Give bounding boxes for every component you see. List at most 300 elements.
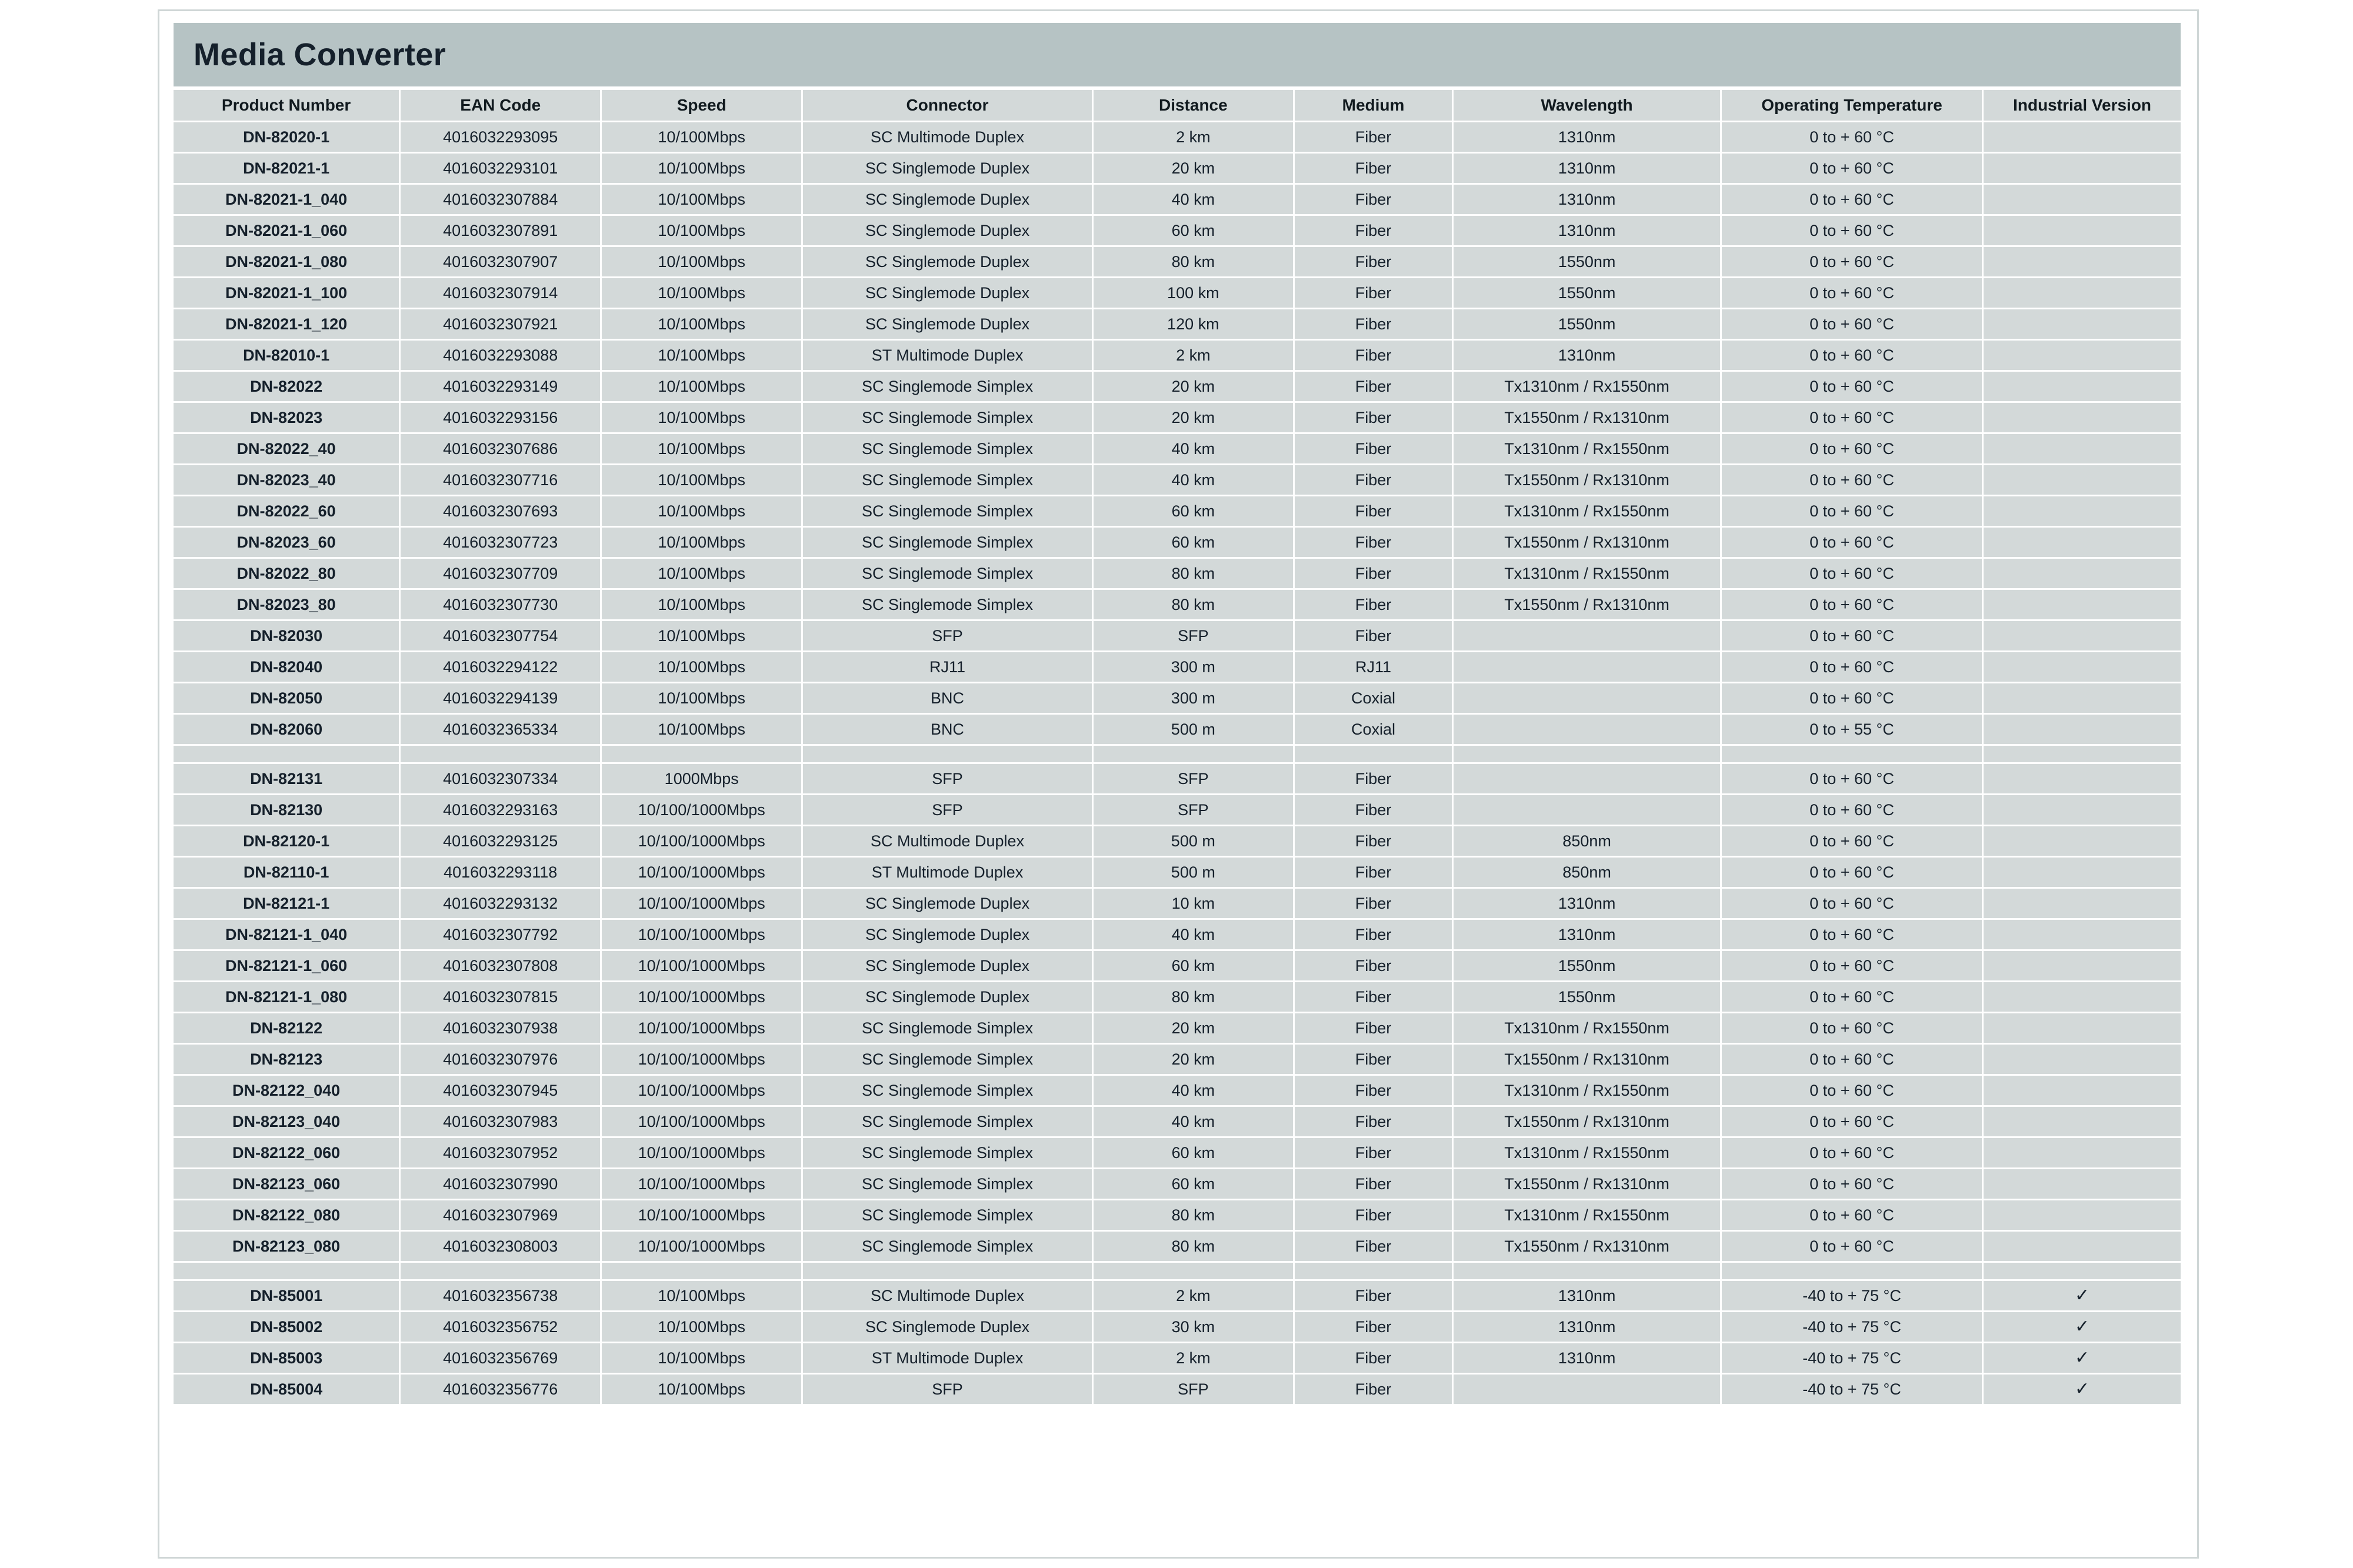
table-row xyxy=(174,920,2181,949)
table-cell: Fiber xyxy=(1295,1232,1452,1261)
table-cell: 1550nm xyxy=(1454,278,1720,308)
table-cell: 20 km xyxy=(1094,154,1293,183)
table-cell: SC Multimode Duplex xyxy=(803,1281,1092,1310)
table-cell: Fiber xyxy=(1295,889,1452,918)
table-row xyxy=(174,764,2181,793)
table-cell: 80 km xyxy=(1094,247,1293,276)
table-cell: -40 to + 75 °C xyxy=(1722,1374,1982,1404)
table-cell: 4016032293118 xyxy=(401,858,600,887)
column-header: Industrial Version xyxy=(1984,90,2181,121)
table-cell xyxy=(1984,1169,2181,1199)
table-cell: RJ11 xyxy=(803,652,1092,682)
table-cell: 4016032293163 xyxy=(401,795,600,825)
table-cell: 500 m xyxy=(1094,715,1293,744)
table-row xyxy=(174,683,2181,713)
table-cell: 10/100Mbps xyxy=(602,247,801,276)
table-cell: 1310nm xyxy=(1454,185,1720,214)
table-cell xyxy=(1984,652,2181,682)
table-cell xyxy=(1984,434,2181,463)
table-cell: Fiber xyxy=(1295,528,1452,557)
table-cell: 0 to + 60 °C xyxy=(1722,1045,1982,1074)
spacer-cell xyxy=(602,746,801,762)
table-cell: 10/100Mbps xyxy=(602,1281,801,1310)
table-cell: 0 to + 60 °C xyxy=(1722,1107,1982,1136)
table-cell: Fiber xyxy=(1295,372,1452,401)
table-cell: 4016032356769 xyxy=(401,1343,600,1373)
table-cell: SC Singlemode Simplex xyxy=(803,1169,1092,1199)
table-cell: 20 km xyxy=(1094,1013,1293,1043)
table-cell: Tx1310nm / Rx1550nm xyxy=(1454,559,1720,588)
table-cell: 10/100Mbps xyxy=(602,715,801,744)
table-cell: 10/100Mbps xyxy=(602,496,801,526)
column-header: Distance xyxy=(1094,90,1293,121)
table-row xyxy=(174,1045,2181,1074)
table-cell: SFP xyxy=(803,621,1092,650)
table-cell: DN-82022_60 xyxy=(174,496,399,526)
column-header: Medium xyxy=(1295,90,1452,121)
table-cell: 1310nm xyxy=(1454,1281,1720,1310)
table-cell: 60 km xyxy=(1094,951,1293,980)
table-cell: SC Singlemode Duplex xyxy=(803,247,1092,276)
table-row xyxy=(174,1107,2181,1136)
table-cell: 1310nm xyxy=(1454,216,1720,245)
table-cell: Fiber xyxy=(1295,496,1452,526)
table-cell: Fiber xyxy=(1295,1045,1452,1074)
table-row xyxy=(174,795,2181,825)
spacer-cell xyxy=(803,1263,1092,1279)
table-cell: DN-82023_40 xyxy=(174,465,399,495)
table-cell: SC Singlemode Simplex xyxy=(803,496,1092,526)
table-cell: 0 to + 60 °C xyxy=(1722,1200,1982,1230)
table-cell: 4016032307884 xyxy=(401,185,600,214)
table-cell: 10/100Mbps xyxy=(602,465,801,495)
table-cell xyxy=(1984,465,2181,495)
table-cell xyxy=(1984,683,2181,713)
table-cell: Fiber xyxy=(1295,247,1452,276)
table-row xyxy=(174,889,2181,918)
table-cell: DN-82122_080 xyxy=(174,1200,399,1230)
table-cell: 0 to + 60 °C xyxy=(1722,1076,1982,1105)
table-cell xyxy=(1984,528,2181,557)
table-cell: 10/100Mbps xyxy=(602,341,801,370)
table-cell: DN-82010-1 xyxy=(174,341,399,370)
table-cell xyxy=(1984,1312,2181,1342)
table-cell: SC Multimode Duplex xyxy=(803,826,1092,856)
table-cell: DN-82123 xyxy=(174,1045,399,1074)
table-cell: 4016032293125 xyxy=(401,826,600,856)
table-row xyxy=(174,278,2181,308)
table-cell: DN-82123_040 xyxy=(174,1107,399,1136)
table-cell: ST Multimode Duplex xyxy=(803,858,1092,887)
table-cell xyxy=(1984,185,2181,214)
table-cell: 10/100/1000Mbps xyxy=(602,920,801,949)
table-cell xyxy=(1984,122,2181,152)
table-row xyxy=(174,1076,2181,1105)
table-row xyxy=(174,1312,2181,1342)
table-cell: 4016032356776 xyxy=(401,1374,600,1404)
table-cell: 10/100/1000Mbps xyxy=(602,858,801,887)
table-cell: 10/100/1000Mbps xyxy=(602,982,801,1012)
table-cell: Tx1550nm / Rx1310nm xyxy=(1454,1232,1720,1261)
table-cell: SC Singlemode Simplex xyxy=(803,434,1092,463)
table-row xyxy=(174,1169,2181,1199)
table-cell: 4016032307976 xyxy=(401,1045,600,1074)
table-cell: DN-82023_80 xyxy=(174,590,399,619)
table-cell: 10/100/1000Mbps xyxy=(602,1013,801,1043)
table-cell: 0 to + 60 °C xyxy=(1722,1013,1982,1043)
table-cell: Tx1550nm / Rx1310nm xyxy=(1454,1045,1720,1074)
table-cell: SFP xyxy=(803,764,1092,793)
table-cell: 0 to + 60 °C xyxy=(1722,341,1982,370)
table-cell: 10/100Mbps xyxy=(602,434,801,463)
table-cell: 60 km xyxy=(1094,1169,1293,1199)
table-cell: 0 to + 60 °C xyxy=(1722,920,1982,949)
table-cell: DN-82021-1_040 xyxy=(174,185,399,214)
table-cell: Fiber xyxy=(1295,1076,1452,1105)
table-cell: DN-82021-1 xyxy=(174,154,399,183)
table-cell: 60 km xyxy=(1094,216,1293,245)
table-cell: 100 km xyxy=(1094,278,1293,308)
table-cell: 0 to + 60 °C xyxy=(1722,372,1982,401)
spacer-cell xyxy=(803,746,1092,762)
table-cell: 10/100/1000Mbps xyxy=(602,889,801,918)
table-cell: 20 km xyxy=(1094,403,1293,432)
table-cell: Fiber xyxy=(1295,1374,1452,1404)
table-cell xyxy=(1984,889,2181,918)
table-cell: Tx1310nm / Rx1550nm xyxy=(1454,1200,1720,1230)
table-cell: SC Singlemode Simplex xyxy=(803,590,1092,619)
table-cell: 4016032307921 xyxy=(401,309,600,339)
table-cell: 10/100Mbps xyxy=(602,185,801,214)
table-cell: Fiber xyxy=(1295,1138,1452,1167)
table-cell: 20 km xyxy=(1094,372,1293,401)
table-cell: 1550nm xyxy=(1454,982,1720,1012)
table-cell: Tx1310nm / Rx1550nm xyxy=(1454,496,1720,526)
document-title-bar xyxy=(174,23,2181,86)
table-cell: SC Singlemode Duplex xyxy=(803,1312,1092,1342)
table-row xyxy=(174,951,2181,980)
table-cell: DN-82131 xyxy=(174,764,399,793)
table-cell: DN-85004 xyxy=(174,1374,399,1404)
table-cell: 10/100Mbps xyxy=(602,559,801,588)
table-cell: SC Singlemode Simplex xyxy=(803,528,1092,557)
table-cell: 60 km xyxy=(1094,1138,1293,1167)
table-cell: Fiber xyxy=(1295,1343,1452,1373)
table-cell: 4016032294139 xyxy=(401,683,600,713)
table-cell: Tx1550nm / Rx1310nm xyxy=(1454,465,1720,495)
table-cell: 10 km xyxy=(1094,889,1293,918)
table-cell: 40 km xyxy=(1094,465,1293,495)
table-cell: SC Singlemode Simplex xyxy=(803,1045,1092,1074)
table-row xyxy=(174,496,2181,526)
table-cell: DN-82022_80 xyxy=(174,559,399,588)
table-cell: 0 to + 60 °C xyxy=(1722,465,1982,495)
table-cell: 4016032307808 xyxy=(401,951,600,980)
table-row xyxy=(174,590,2181,619)
table-cell: 4016032307792 xyxy=(401,920,600,949)
table-cell xyxy=(1984,590,2181,619)
table-cell: 1310nm xyxy=(1454,341,1720,370)
spacer-cell xyxy=(602,1263,801,1279)
table-body xyxy=(174,122,2181,1404)
table-cell: 0 to + 60 °C xyxy=(1722,559,1982,588)
table-cell: 0 to + 60 °C xyxy=(1722,434,1982,463)
table-row xyxy=(174,1343,2181,1373)
column-header: EAN Code xyxy=(401,90,600,121)
document-sheet xyxy=(158,9,2199,1559)
table-cell: 0 to + 60 °C xyxy=(1722,795,1982,825)
table-cell: 10/100Mbps xyxy=(602,528,801,557)
table-cell xyxy=(1984,1343,2181,1373)
table-row xyxy=(174,216,2181,245)
table-cell: 10/100/1000Mbps xyxy=(602,795,801,825)
table-cell: 0 to + 55 °C xyxy=(1722,715,1982,744)
table-cell: 10/100Mbps xyxy=(602,621,801,650)
table-cell xyxy=(1454,1374,1720,1404)
spacer-cell xyxy=(401,746,600,762)
table-cell: DN-85001 xyxy=(174,1281,399,1310)
table-cell: 1000Mbps xyxy=(602,764,801,793)
table-row xyxy=(174,247,2181,276)
table-row xyxy=(174,528,2181,557)
spacer-cell xyxy=(1094,1263,1293,1279)
table-cell: 4016032307709 xyxy=(401,559,600,588)
table-cell: Tx1310nm / Rx1550nm xyxy=(1454,434,1720,463)
table-cell: Fiber xyxy=(1295,122,1452,152)
table-cell: Fiber xyxy=(1295,1013,1452,1043)
table-row xyxy=(174,826,2181,856)
table-cell: 4016032293101 xyxy=(401,154,600,183)
table-cell: 4016032293156 xyxy=(401,403,600,432)
table-cell: DN-82030 xyxy=(174,621,399,650)
table-cell: Fiber xyxy=(1295,185,1452,214)
table-cell: 4016032307983 xyxy=(401,1107,600,1136)
table-cell: 1310nm xyxy=(1454,889,1720,918)
table-cell: 0 to + 60 °C xyxy=(1722,683,1982,713)
table-cell: -40 to + 75 °C xyxy=(1722,1281,1982,1310)
table-cell: DN-82122_040 xyxy=(174,1076,399,1105)
table-cell: DN-85002 xyxy=(174,1312,399,1342)
table-cell: Tx1310nm / Rx1550nm xyxy=(1454,1138,1720,1167)
table-cell xyxy=(1984,154,2181,183)
table-cell: DN-82110-1 xyxy=(174,858,399,887)
table-cell: DN-82121-1_060 xyxy=(174,951,399,980)
table-row xyxy=(174,982,2181,1012)
table-cell: 4016032307907 xyxy=(401,247,600,276)
table-cell: 40 km xyxy=(1094,1107,1293,1136)
table-cell: 4016032307938 xyxy=(401,1013,600,1043)
table-cell: Fiber xyxy=(1295,1281,1452,1310)
table-cell: 10/100Mbps xyxy=(602,122,801,152)
table-cell: SC Singlemode Simplex xyxy=(803,372,1092,401)
table-cell: 2 km xyxy=(1094,122,1293,152)
table-row xyxy=(174,185,2181,214)
table-cell: DN-82122 xyxy=(174,1013,399,1043)
table-cell: 0 to + 60 °C xyxy=(1722,278,1982,308)
table-cell: 10/100Mbps xyxy=(602,683,801,713)
table-cell: 300 m xyxy=(1094,683,1293,713)
table-cell: Tx1550nm / Rx1310nm xyxy=(1454,403,1720,432)
table-cell: SFP xyxy=(803,795,1092,825)
table-cell: SC Singlemode Simplex xyxy=(803,559,1092,588)
table-cell xyxy=(1984,715,2181,744)
table-row xyxy=(174,715,2181,744)
page-title: Media Converter xyxy=(194,37,446,72)
table-cell: 0 to + 60 °C xyxy=(1722,1169,1982,1199)
spacer-cell xyxy=(1094,746,1293,762)
table-cell: DN-82121-1 xyxy=(174,889,399,918)
table-row xyxy=(174,1138,2181,1167)
table-cell: BNC xyxy=(803,683,1092,713)
table-cell: DN-82021-1_100 xyxy=(174,278,399,308)
table-cell: ST Multimode Duplex xyxy=(803,1343,1092,1373)
table-cell xyxy=(1984,951,2181,980)
table-cell: 0 to + 60 °C xyxy=(1722,652,1982,682)
table-cell: 4016032307815 xyxy=(401,982,600,1012)
table-cell: 850nm xyxy=(1454,826,1720,856)
table-cell: Tx1310nm / Rx1550nm xyxy=(1454,1076,1720,1105)
table-cell: RJ11 xyxy=(1295,652,1452,682)
table-row xyxy=(174,341,2181,370)
table-cell: DN-82021-1_060 xyxy=(174,216,399,245)
table-cell xyxy=(1984,1374,2181,1404)
table-cell: DN-82021-1_080 xyxy=(174,247,399,276)
spacer-cell xyxy=(174,746,399,762)
table-cell: 80 km xyxy=(1094,559,1293,588)
table-cell xyxy=(1984,920,2181,949)
table-cell: 300 m xyxy=(1094,652,1293,682)
table-cell: 4016032307754 xyxy=(401,621,600,650)
table-cell: DN-82040 xyxy=(174,652,399,682)
table-cell: 0 to + 60 °C xyxy=(1722,1138,1982,1167)
table-cell: 0 to + 60 °C xyxy=(1722,309,1982,339)
table-cell: Fiber xyxy=(1295,764,1452,793)
table-cell: 10/100Mbps xyxy=(602,590,801,619)
table-cell: 4016032293088 xyxy=(401,341,600,370)
table-cell: DN-82120-1 xyxy=(174,826,399,856)
table-cell: 10/100Mbps xyxy=(602,278,801,308)
table-cell: 10/100Mbps xyxy=(602,309,801,339)
table-cell: SC Singlemode Duplex xyxy=(803,889,1092,918)
table-cell xyxy=(1984,1076,2181,1105)
table-cell: SC Singlemode Duplex xyxy=(803,216,1092,245)
table-cell xyxy=(1984,247,2181,276)
table-cell: 4016032307914 xyxy=(401,278,600,308)
table-spacer-row xyxy=(174,746,2181,762)
table-cell: 1550nm xyxy=(1454,247,1720,276)
table-cell: 0 to + 60 °C xyxy=(1722,154,1982,183)
table-cell: 0 to + 60 °C xyxy=(1722,764,1982,793)
table-cell xyxy=(1984,403,2181,432)
spacer-cell xyxy=(1295,1263,1452,1279)
table-row xyxy=(174,1200,2181,1230)
table-cell: 1310nm xyxy=(1454,1343,1720,1373)
table-row xyxy=(174,372,2181,401)
table-cell: 10/100Mbps xyxy=(602,1312,801,1342)
table-cell: 4016032307990 xyxy=(401,1169,600,1199)
table-cell: Fiber xyxy=(1295,403,1452,432)
table-cell: 2 km xyxy=(1094,1343,1293,1373)
table-cell: 0 to + 60 °C xyxy=(1722,858,1982,887)
table-cell: 10/100/1000Mbps xyxy=(602,1138,801,1167)
column-header: Wavelength xyxy=(1454,90,1720,121)
table-cell: Fiber xyxy=(1295,278,1452,308)
table-cell: SC Singlemode Duplex xyxy=(803,185,1092,214)
table-cell: Fiber xyxy=(1295,951,1452,980)
table-cell xyxy=(1984,372,2181,401)
table-cell: SC Singlemode Duplex xyxy=(803,982,1092,1012)
table-cell xyxy=(1454,764,1720,793)
column-header: Connector xyxy=(803,90,1092,121)
table-cell: 10/100/1000Mbps xyxy=(602,1200,801,1230)
table-cell: DN-82023_60 xyxy=(174,528,399,557)
table-row xyxy=(174,559,2181,588)
table-cell: Fiber xyxy=(1295,1312,1452,1342)
table-cell: DN-82023 xyxy=(174,403,399,432)
column-header: Product Number xyxy=(174,90,399,121)
table-cell: 0 to + 60 °C xyxy=(1722,185,1982,214)
table-cell: SFP xyxy=(1094,795,1293,825)
column-header: Operating Temperature xyxy=(1722,90,1982,121)
table-cell xyxy=(1984,309,2181,339)
table-cell: 4016032307891 xyxy=(401,216,600,245)
table-cell: 4016032294122 xyxy=(401,652,600,682)
table-cell: Tx1550nm / Rx1310nm xyxy=(1454,528,1720,557)
table-cell: 4016032293095 xyxy=(401,122,600,152)
table-row xyxy=(174,154,2181,183)
table-cell: 80 km xyxy=(1094,1232,1293,1261)
table-cell: 0 to + 60 °C xyxy=(1722,951,1982,980)
table-cell: 10/100/1000Mbps xyxy=(602,1107,801,1136)
table-cell: DN-82123_080 xyxy=(174,1232,399,1261)
table-cell xyxy=(1454,795,1720,825)
table-cell: Tx1310nm / Rx1550nm xyxy=(1454,372,1720,401)
table-row xyxy=(174,1232,2181,1261)
table-cell: SC Singlemode Simplex xyxy=(803,1200,1092,1230)
table-cell xyxy=(1454,652,1720,682)
table-cell: SC Singlemode Simplex xyxy=(803,1076,1092,1105)
table-cell xyxy=(1984,1138,2181,1167)
table-row xyxy=(174,652,2181,682)
table-cell: SC Singlemode Simplex xyxy=(803,1107,1092,1136)
table-cell: Coxial xyxy=(1295,683,1452,713)
table-cell: 40 km xyxy=(1094,1076,1293,1105)
table-cell: Fiber xyxy=(1295,559,1452,588)
spacer-cell xyxy=(401,1263,600,1279)
table-cell: DN-85003 xyxy=(174,1343,399,1373)
table-cell: SC Singlemode Simplex xyxy=(803,465,1092,495)
table-cell: Fiber xyxy=(1295,434,1452,463)
table-row xyxy=(174,122,2181,152)
table-cell: Fiber xyxy=(1295,1169,1452,1199)
table-cell: 1310nm xyxy=(1454,122,1720,152)
table-cell xyxy=(1984,1232,2181,1261)
table-cell: 500 m xyxy=(1094,826,1293,856)
table-cell: 120 km xyxy=(1094,309,1293,339)
table-cell: 4016032307716 xyxy=(401,465,600,495)
table-cell: 4016032293132 xyxy=(401,889,600,918)
table-cell xyxy=(1984,1107,2181,1136)
table-cell: 10/100/1000Mbps xyxy=(602,951,801,980)
table-cell: 4016032356738 xyxy=(401,1281,600,1310)
table-cell: 4016032307952 xyxy=(401,1138,600,1167)
table-cell: 10/100Mbps xyxy=(602,403,801,432)
table-cell: Fiber xyxy=(1295,795,1452,825)
table-cell: -40 to + 75 °C xyxy=(1722,1343,1982,1373)
table-cell xyxy=(1454,715,1720,744)
table-cell: Fiber xyxy=(1295,826,1452,856)
table-row xyxy=(174,621,2181,650)
